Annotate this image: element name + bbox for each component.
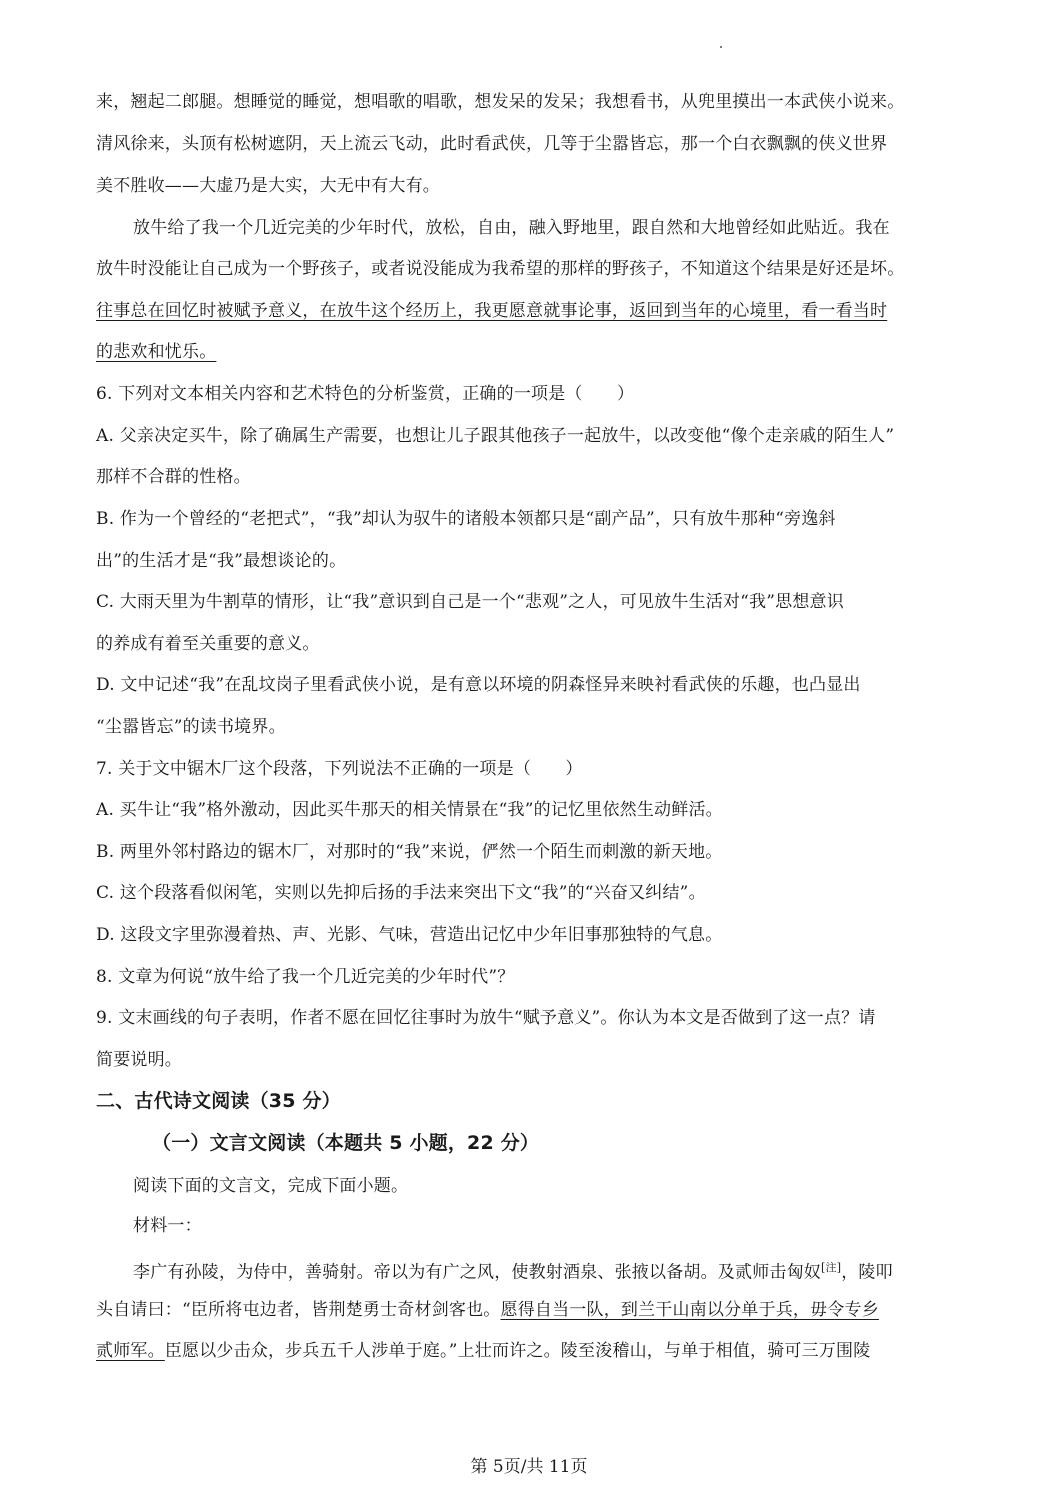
passage-line: 来，翘起二郎腿。想睡觉的睡觉，想唱歌的唱歌，想发呆的发呆；我想看书，从兜里摸出一本武侠小说来。 bbox=[96, 92, 905, 112]
underlined-sentence: 贰师军。 bbox=[96, 1341, 165, 1361]
option-6d-cont: “尘嚣皆忘”的读书境界。 bbox=[96, 717, 286, 737]
option-6a: A. 父亲决定买牛，除了确属生产需要，也想让儿子跟其他孩子一起放牛，以改变他“像个走亲戚的陌生人” bbox=[96, 426, 895, 446]
question-8: 8. 文章为何说“放牛给了我一个几近完美的少年时代”？ bbox=[96, 967, 515, 987]
passage-line: 美不胜收——大虚乃是大实，大无中有大有。 bbox=[96, 176, 440, 196]
option-6b: B. 作为一个曾经的“老把式”，“我”却认为驭牛的诸般本领都只是“副产品”，只有放牛那种“旁逸斜 bbox=[96, 509, 836, 529]
section-title: 二、古代诗文阅读（35 分） bbox=[96, 1090, 341, 1112]
passage-line: 清风徐来，头顶有松树遮阴，天上流云飞动，此时看武侠，几等于尘嚣皆忘，那一个白衣飘飘的侠义世界 bbox=[96, 134, 888, 154]
underlined-sentence: 的悲欢和忧乐。 bbox=[96, 342, 217, 362]
question-7: 7. 关于文中锯木厂这个段落，下列说法不正确的一项是（ ） bbox=[96, 759, 583, 779]
option-6c: C. 大雨天里为牛割草的情形，让“我”意识到自己是一个“悲观”之人，可见放牛生活对“我”思想意识 bbox=[96, 592, 844, 612]
classical-text-line bbox=[96, 1298, 879, 1322]
footnote-marker: [注] bbox=[821, 1261, 842, 1274]
classical-text-line bbox=[133, 1256, 893, 1285]
option-6b-cont: 出”的生活才是“我”最想谈论的。 bbox=[96, 551, 347, 571]
underlined-sentence: 愿得自当一队，到兰干山南以分单于兵，毋令专乡 bbox=[500, 1300, 879, 1320]
question-9-cont: 简要说明。 bbox=[96, 1050, 182, 1070]
classical-text-line bbox=[96, 1339, 870, 1363]
instruction: 阅读下面的文言文，完成下面小题。 bbox=[133, 1176, 409, 1196]
option-6a-cont: 那样不合群的性格。 bbox=[96, 467, 251, 487]
option-6d: D. 文中记述“我”在乱坟岗子里看武侠小说，是有意以环境的阴森怪异来映衬看武侠的乐趣，也凸显出 bbox=[96, 675, 861, 695]
subsection-title: （一）文言文阅读（本题共 5 小题，22 分） bbox=[152, 1132, 540, 1154]
classical-text: ，陵叩 bbox=[841, 1262, 893, 1283]
passage-line: 放牛时没能让自己成为一个野孩子，或者说没能成为我希望的那样的野孩子，不知道这个结果是好还是坏。 bbox=[96, 259, 905, 279]
option-7c: C. 这个段落看似闲笔，实则以先抑后扬的手法来突出下文“我”的“兴奋又纠结”。 bbox=[96, 883, 706, 903]
underlined-sentence: 往事总在回忆时被赋予意义，在放牛这个经历上，我更愿意就事论事，返回到当年的心境里，看一看当时 bbox=[96, 301, 888, 321]
classical-text: 头自请曰：“臣所将屯边者，皆荆楚勇士奇材剑客也。 bbox=[96, 1300, 501, 1320]
material-label: 材料一： bbox=[133, 1216, 202, 1236]
option-7d: D. 这段文字里弥漫着热、声、光影、气味，营造出记忆中少年旧事那独特的气息。 bbox=[96, 925, 723, 945]
classical-text: 李广有孙陵，为侍中，善骑射。帝以为有广之风，使教射酒泉、张掖以备胡。及贰师击匈奴 bbox=[133, 1262, 821, 1283]
page-footer: 第 5页/共 11页 bbox=[470, 1457, 588, 1477]
option-7a: A. 买牛让“我”格外激动，因此买牛那天的相关情景在“我”的记忆里依然生动鲜活。 bbox=[96, 800, 723, 820]
question-9: 9. 文末画线的句子表明，作者不愿在回忆往事时为放牛“赋予意义”。你认为本文是否做到了这一点？请 bbox=[96, 1008, 876, 1028]
passage-line: 放牛给了我一个几近完美的少年时代，放松，自由，融入野地里，跟自然和大地曾经如此贴近。我在 bbox=[133, 218, 890, 238]
option-6c-cont: 的养成有着至关重要的意义。 bbox=[96, 634, 320, 654]
scan-speck bbox=[720, 46, 722, 48]
classical-text: 臣愿以少击众，步兵五千人涉单于庭。”上壮而许之。陵至浚稽山，与单于相值，骑可三万围陵 bbox=[164, 1341, 871, 1361]
option-7b: B. 两里外邻村路边的锯木厂，对那时的“我”来说，俨然一个陌生而刺激的新天地。 bbox=[96, 842, 723, 862]
question-6: 6. 下列对文本相关内容和艺术特色的分析鉴赏，正确的一项是（ ） bbox=[96, 384, 635, 404]
